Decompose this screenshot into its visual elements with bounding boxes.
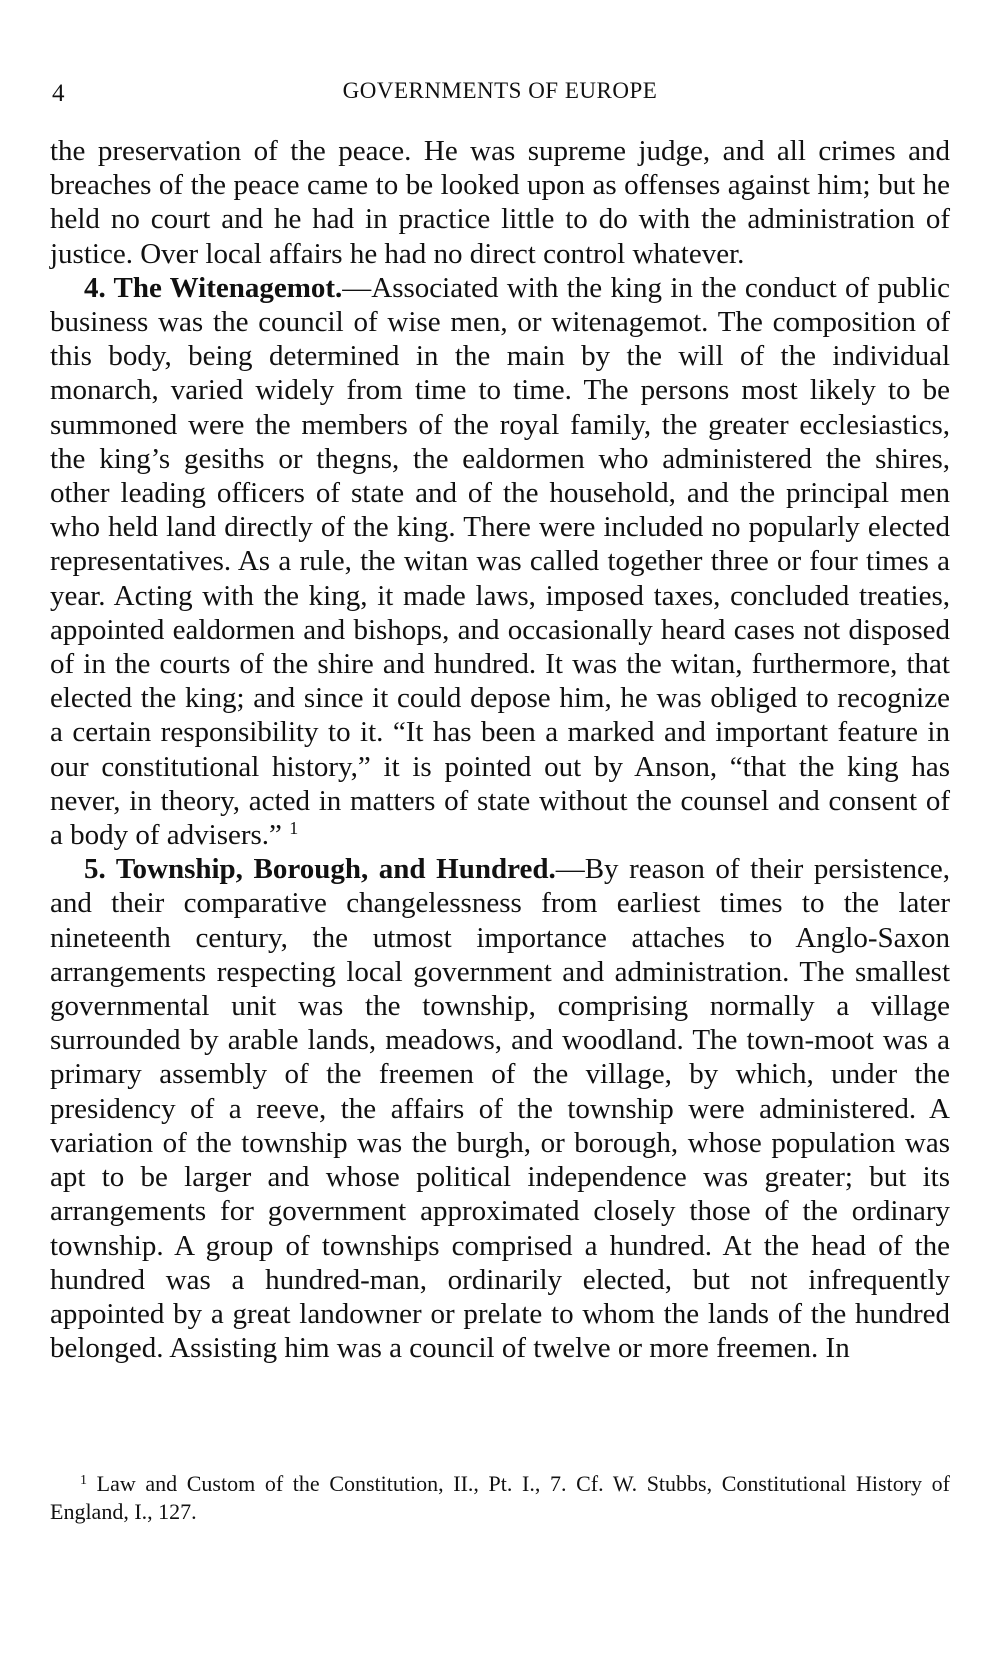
running-head-title: GOVERNMENTS OF EUROPE <box>342 78 658 103</box>
footnote-marker: 1 <box>80 1473 87 1488</box>
section-heading-township: 5. Township, Borough, and Hundred. <box>84 853 556 886</box>
paragraph-text: the preservation of the peace. He was supreme judge, and all crimes and breaches of the peace came to be looked upon as offenses against him; but he held no court and he had in practice little to do with the administration of justice. Over local affairs he had no direct control whatever. <box>50 135 950 270</box>
paragraph-township <box>50 852 950 1365</box>
paragraph-witenagemot <box>50 271 950 852</box>
body-text <box>50 134 950 1365</box>
paragraph-text: —By reason of their persistence, and their comparative changelessness from earliest times to the later nineteenth century, the utmost importance attaches to Anglo-Saxon arrangements respecting local government and administration. The smallest governmental unit was the township, comprising normally a village surrounded by arable lands, meadows, and woodland. The town-moot was a primary assembly of the freemen of the village, by which, under the presidency of a reeve, the affairs of the township were administered. A variation of the township was the burgh, or borough, whose population was apt to be larger and whose political independence was greater; but its arrangements for government approximated closely those of the ordinary township. A group of townships comprised a hundred. At the head of the hundred was a hundred-man, ordinarily elected, but not infrequently appointed by a great landowner or prelate to whom the lands of the hundred belonged. Assisting him was a council of twelve or more freemen. In <box>50 853 950 1365</box>
section-heading-witenagemot: 4. The Witenagemot. <box>84 271 343 304</box>
running-head <box>52 74 948 114</box>
footnote <box>50 1470 950 1526</box>
paragraph-text: —Associated with the king in the conduct of public business was the council of wise men, or witenagemot. The composition of this body, being determined in the main by the will of the individual monarch, varied widely from time to time. The persons most likely to be summoned were the members of the royal family, the greater ecclesiastics, the king’s gesiths or thegns, the ealdormen who administered the shires, other leading officers of state and of the household, and the principal men who held land directly of the king. There were included no popularly elected representatives. As a rule, the witan was called together three or four times a year. Acting with the king, it made laws, imposed taxes, concluded treaties, appointed ealdormen and bishops, and occasionally heard cases not disposed of in the courts of the shire and hundred. It was the witan, furthermore, that elected the king; and since it could depose him, he was obliged to recognize a certain responsibility to it. “It has been a marked and important feature in our constitutional history,” it is pointed out by Anson, “that the king has never, in theory, acted in matters of state without the counsel and consent of a body of advisers.” <box>50 271 950 852</box>
paragraph-continuation <box>50 134 950 271</box>
footnote-reference: 1 <box>289 818 299 839</box>
page-number: 4 <box>52 80 65 107</box>
footnotes <box>50 1470 950 1526</box>
footnote-text: Law and Custom of the Constitution, II., Pt. I., 7. Cf. W. Stubbs, Constitutional History of England, I., 127. <box>50 1471 951 1524</box>
